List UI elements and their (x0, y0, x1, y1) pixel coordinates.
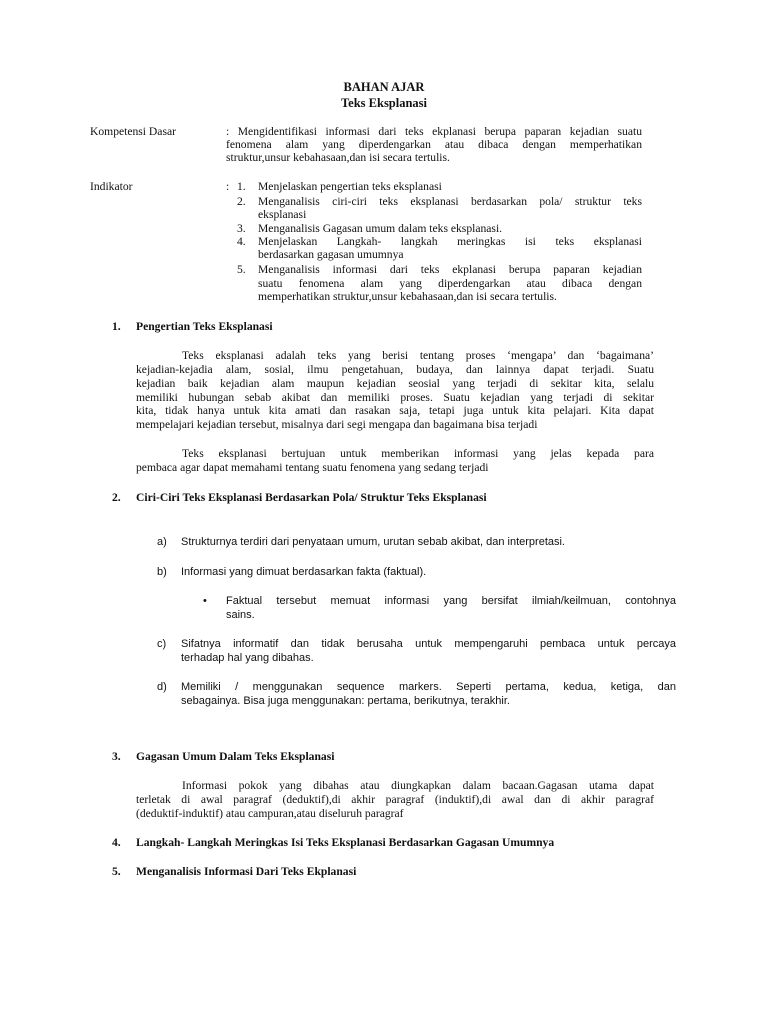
indikator-item-5-line-1: Menganalisis informasi dari teks ekplanasi berupa paparan kejadian (258, 263, 642, 276)
indikator-item-4-line-2: berdasarkan gagasan umumnya (258, 248, 404, 261)
section-2-b-text: Informasi yang dimuat berdasarkan fakta (faktual). (181, 566, 427, 578)
section-1-p2-line-1: Teks eksplanasi bertujuan untuk memberikan informasi yang jelas kepada para (182, 447, 654, 460)
section-1-heading: Pengertian Teks Eksplanasi (136, 320, 273, 333)
section-4-heading: Langkah- Langkah Meringkas Isi Teks Eksplanasi Berdasarkan Gagasan Umumnya (136, 836, 555, 849)
section-1-p1-line-5: kita, tidak hanya untuk kita amati dan rasakan saja, tetapi juga untuk kita pelajari. Kita dapat (136, 404, 654, 417)
section-2-heading: Ciri-Ciri Teks Eksplanasi Berdasarkan Pola/ Struktur Teks Eksplanasi (136, 491, 487, 504)
section-3-p1-line-1: Informasi pokok yang dibahas atau diungkapkan dalam bacaan.Gagasan utama dapat (182, 779, 654, 792)
section-5-number: 5. (112, 865, 121, 878)
indikator-num-5: 5. (237, 263, 246, 276)
indikator-item-1: Menjelaskan pengertian teks eksplanasi (258, 180, 442, 193)
section-2-a-label: a) (157, 536, 167, 548)
indikator-item-5-line-3: memperhatikan struktur,unsur kebahasaan,dan isi secara tertulis. (258, 290, 557, 303)
section-2-d-line-1: Memiliki / menggunakan sequence markers. Seperti pertama, kedua, ketiga, dan (181, 681, 676, 693)
document-title: BAHAN AJAR (343, 80, 425, 94)
section-2-bullet-line-2: sains. (226, 609, 255, 621)
section-2-c-line-1: Sifatnya informatif dan tidak berusaha untuk mempengaruhi pembaca untuk percaya (181, 638, 676, 650)
indikator-item-2-line-2: eksplanasi (258, 208, 307, 221)
section-3-heading: Gagasan Umum Dalam Teks Eksplanasi (136, 750, 335, 763)
section-2-d-label: d) (157, 681, 167, 693)
section-1-p1-line-2: kejadian-kejadia alam, sosial, ilmu pengetahuan, budaya, dan lainnya dapat terjadi. Suatu (136, 363, 654, 376)
kompetensi-line-1: : Mengidentifikasi informasi dari teks ekplanasi berupa paparan kejadian suatu (226, 125, 642, 138)
indikator-num-1: 1. (237, 180, 246, 193)
document-subtitle: Teks Eksplanasi (340, 96, 428, 110)
section-2-a-text: Strukturnya terdiri dari penyataan umum, urutan sebab akibat, dan interpretasi. (181, 536, 565, 548)
section-4-number: 4. (112, 836, 121, 849)
section-2-number: 2. (112, 491, 121, 504)
indikator-label: Indikator (90, 180, 133, 193)
section-2-bullet-line-1: Faktual tersebut memuat informasi yang bersifat ilmiah/keilmuan, contohnya (226, 595, 676, 607)
indikator-num-4: 4. (237, 235, 246, 248)
indikator-item-5-line-2: suatu fenomena alam yang diperdengarkan atau dibaca dengan (258, 277, 642, 290)
kompetensi-line-2: fenomena alam yang diperdengarkan atau dibaca dengan memperhatikan (226, 138, 642, 151)
indikator-item-2-line-1: Menganalisis ciri-ciri teks eksplanasi berdasarkan pola/ struktur teks (258, 195, 642, 208)
indikator-item-4-line-1: Menjelaskan Langkah- langkah meringkas isi teks eksplanasi (258, 235, 642, 248)
section-3-p1-line-2: terletak di awal paragraf (deduktif),di akhir paragraf (induktif),di awal dan di akhir paragraf (136, 793, 654, 806)
section-2-d-line-2: sebagainya. Bisa juga menggunakan: pertama, berikutnya, terakhir. (181, 695, 510, 707)
section-1-p1-line-3: kejadian baik kejadian alam maupun kejadian seosial yang terjadi di sekitar kita, selalu (136, 377, 654, 390)
section-1-p2-line-2: pembaca agar dapat memahami tentang suatu fenomena yang sedang terjadi (136, 461, 489, 474)
indikator-num-3: 3. (237, 222, 246, 235)
section-1-p1-line-1: Teks eksplanasi adalah teks yang berisi tentang proses ‘mengapa’ dan ‘bagaimana’ (182, 349, 654, 362)
kompetensi-line-3: struktur,unsur kebahasaan,dan isi secara tertulis. (226, 151, 450, 164)
kompetensi-label: Kompetensi Dasar (90, 125, 176, 138)
section-3-number: 3. (112, 750, 121, 763)
section-1-number: 1. (112, 320, 121, 333)
section-2-c-label: c) (157, 638, 167, 650)
bullet-icon: • (203, 595, 207, 607)
section-2-b-label: b) (157, 566, 167, 578)
indikator-colon: : (226, 180, 230, 193)
section-3-p1-line-3: (deduktif-induktif) atau campuran,atau diseluruh paragraf (136, 807, 404, 820)
section-5-heading: Menganalisis Informasi Dari Teks Ekplanasi (136, 865, 357, 878)
section-1-p1-line-6: mempelajari kejadian tersebut, misalnya dari segi mengapa dan bagaimana bisa terjadi (136, 418, 538, 431)
section-1-p1-line-4: memiliki hubungan sebab akibat dan memiliki proses. Suatu kejadian yang terjadi di sekitar (136, 391, 654, 404)
indikator-num-2: 2. (237, 195, 246, 208)
section-2-c-line-2: terhadap hal yang dibahas. (181, 652, 314, 664)
indikator-item-3: Menganalisis Gagasan umum dalam teks eksplanasi. (258, 222, 503, 235)
